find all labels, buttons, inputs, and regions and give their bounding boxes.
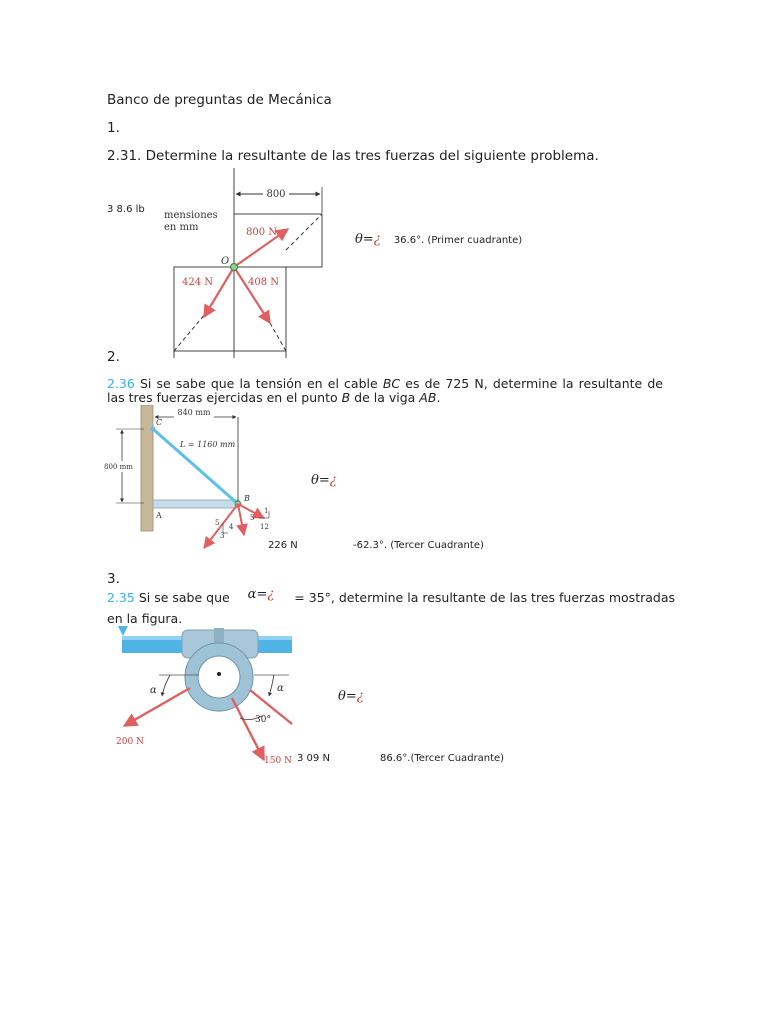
q3-statement-line1 <box>107 587 676 606</box>
q2-beam-ab: AB <box>419 390 437 405</box>
q1-figure <box>150 163 350 358</box>
q2-statement <box>107 377 663 405</box>
q1-dim-label-2: en mm <box>164 222 199 233</box>
q3-answer-angle: 86.6°.(Tercer Cuadrante) <box>380 753 505 764</box>
q1-origin-label: O <box>221 256 230 267</box>
q3-problem-number: 2.35 <box>107 590 135 605</box>
q1-dim-label-1: mensiones <box>164 210 218 221</box>
q3-angle-30: 30° <box>255 715 271 725</box>
q2-dim-800: 800 mm <box>104 463 133 471</box>
q3-text-1: Si se sabe que <box>134 590 234 605</box>
q1-theta-label: θ= <box>355 232 374 247</box>
q2-slope-4: 4 <box>229 523 234 531</box>
q3-force-200: 200 N <box>116 737 144 747</box>
q2-slope-5a: 5 <box>215 519 220 527</box>
q2-cable-bc: BC <box>382 376 401 391</box>
q1-theta-glyph: ¿ <box>373 232 381 247</box>
q2-answer-angle: -62.3°. (Tercer Cuadrante) <box>353 540 484 551</box>
q2-resultant: 226 N <box>268 540 298 551</box>
q2-point-b-label: B <box>244 494 250 503</box>
q3-statement-line2: en la figura. <box>107 611 183 626</box>
q3-theta-glyph: ¿ <box>356 689 364 704</box>
q2-length-label: L = 1160 mm <box>180 440 236 449</box>
q2-text-2: es de 725 N, determine la resultante de las tres fuerzas ejercidas en el punto <box>107 376 663 405</box>
q1-resultant: 3 8.6 lb <box>107 204 145 215</box>
q3-force-150: 150 N <box>264 756 292 764</box>
q2-point-c-label: C <box>156 418 163 427</box>
q3-alpha-label: α= <box>247 587 268 602</box>
q2-number: 2. <box>107 349 120 365</box>
q2-problem-number: 2.36 <box>107 376 135 391</box>
q2-slope-12: 12 <box>260 523 269 531</box>
q2-theta-glyph: ¿ <box>329 473 337 488</box>
q2-text-end: . <box>436 390 441 405</box>
q1-force-800: 800 N <box>246 227 278 238</box>
q3-alpha-right: α <box>277 683 284 694</box>
q2-slope-3: 3 <box>220 532 225 540</box>
q3-alpha-glyph: ¿ <box>267 587 275 602</box>
q1-statement: 2.31. Determine la resultante de las tres fuerzas del siguiente problema. <box>107 148 599 164</box>
q2-point-b: B <box>341 390 351 405</box>
q2-text-3: de la viga <box>350 390 420 405</box>
q1-force-408: 408 N <box>248 277 280 288</box>
q3-number: 3. <box>107 571 120 587</box>
q3-resultant: 3 09 N <box>297 753 330 764</box>
q3-text-2: = 35°, determine la resultante de las tres fuerzas mostradas <box>290 590 676 605</box>
q3-figure <box>104 626 294 764</box>
q2-text-1: Si se sabe que la tensión en el cable <box>134 376 383 391</box>
q3-theta-label: θ= <box>338 689 357 704</box>
q1-dim-800: 800 <box>266 189 286 200</box>
q2-figure <box>104 405 276 553</box>
q3-alpha-left: α <box>150 685 157 696</box>
q2-dim-840: 840 mm <box>177 408 211 417</box>
q2-slope-5b: 5 <box>250 514 255 522</box>
q1-answer-angle: 36.6°. (Primer cuadrante) <box>393 235 523 246</box>
q2-point-a-label: A <box>156 511 162 520</box>
q2-theta-label: θ= <box>311 473 330 488</box>
q1-force-424: 424 N <box>182 277 214 288</box>
document-title: Banco de preguntas de Mecánica <box>107 92 332 108</box>
q1-theta <box>355 228 522 247</box>
q3-theta <box>338 685 364 704</box>
q1-number: 1. <box>107 120 120 136</box>
q2-theta <box>311 469 337 488</box>
q2-slope-1: 1 <box>264 507 269 515</box>
